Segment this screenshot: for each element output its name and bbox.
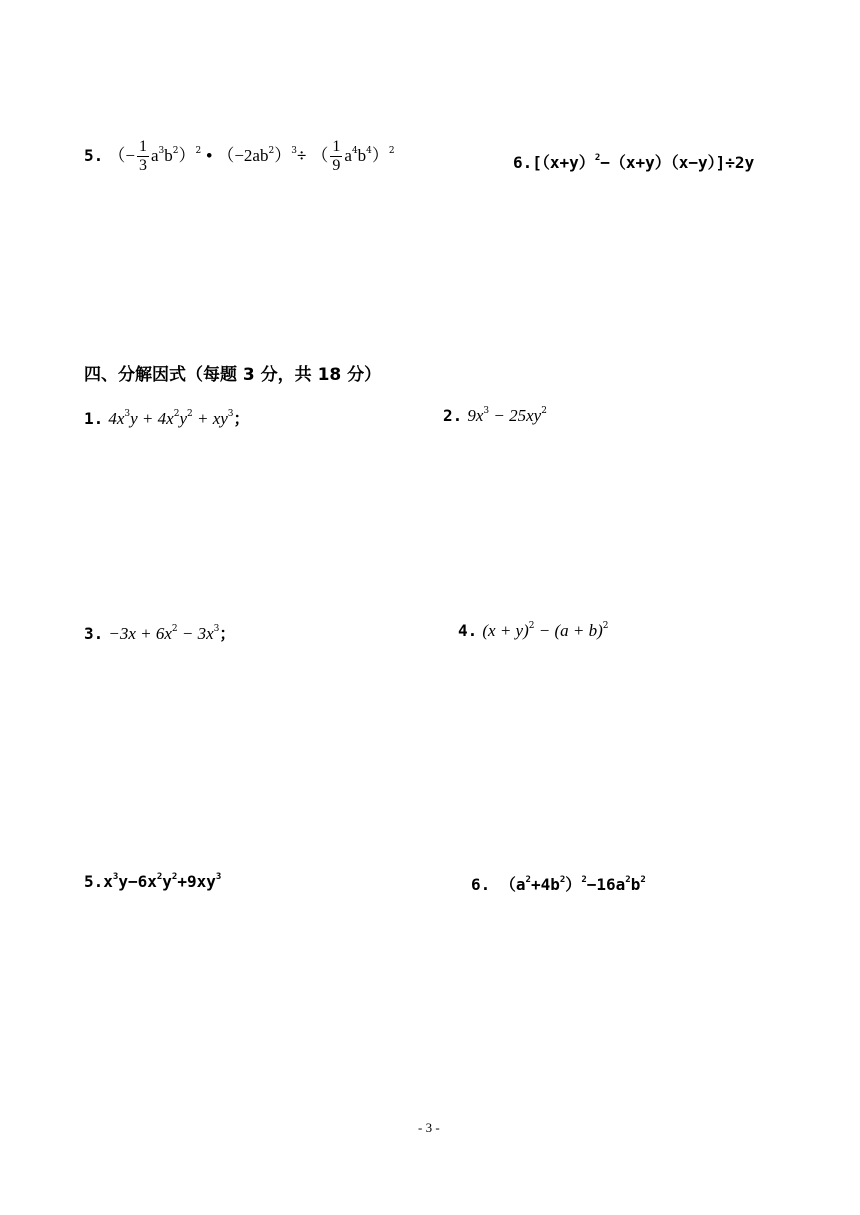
fraction-one-third: $\frac{1}{3}$ bbox=[138, 138, 147, 174]
question-number: 6. bbox=[471, 875, 491, 894]
question-number: 2. bbox=[443, 406, 463, 425]
expr-open-1: （− bbox=[108, 146, 135, 165]
multiply-dot: • bbox=[206, 146, 213, 165]
divide-sign: ÷ bbox=[296, 146, 307, 165]
question-4-2: 2. $9x^3 - 25xy^2$ bbox=[443, 406, 547, 425]
question-3-5: 5. （− $\frac{1}{3}$ $a^3b^2)^2$ • $(-2ab^2)^3\div$ （ $\frac{1}{9}$ $a^4b^4)^2$ bbox=[84, 138, 395, 174]
fraction-one-ninth: $\frac{1}{9}$ bbox=[332, 138, 341, 174]
page-number: - 3 - bbox=[418, 1120, 440, 1135]
question-4-4: 4. $(x + y)^2 - (a + b)^2$ bbox=[458, 621, 609, 640]
question-number: 4. bbox=[458, 621, 478, 640]
question-number: 5. bbox=[84, 872, 104, 891]
question-number: 1. bbox=[84, 409, 104, 428]
question-number: 5. bbox=[84, 146, 104, 165]
question-number: 3. bbox=[84, 624, 104, 643]
question-4-6: 6. $(a^2+4b^2)^2-16a^2b^2$ bbox=[471, 875, 646, 894]
section-title: 四、分解因式（每题 3 分，共 18 分） bbox=[84, 365, 382, 385]
question-4-1: 1. $4x^3y + 4x^2y^2 + xy^3$； bbox=[84, 409, 250, 428]
question-4-5: $5.x^3y-6x^2y^2+9xy^3$ bbox=[84, 872, 222, 891]
question-3-6: $6.[(x+y)^2-(x+y)(x-y)]\div 2y$ bbox=[513, 153, 755, 172]
question-number: 6. bbox=[513, 153, 533, 172]
question-4-3: 3. $-3x + 6x^2 - 3x^3$； bbox=[84, 624, 236, 643]
